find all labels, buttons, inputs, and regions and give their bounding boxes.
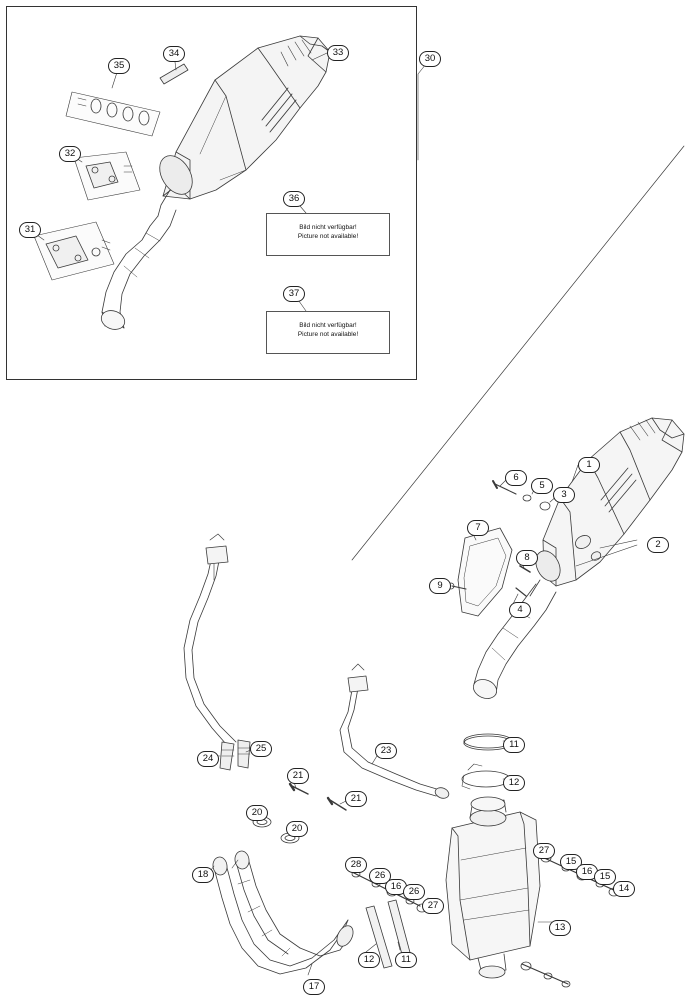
- callout-11-lower[interactable]: 11: [395, 952, 417, 968]
- callout-37[interactable]: 37: [283, 286, 305, 302]
- callout-20-b[interactable]: 20: [286, 821, 308, 837]
- callout-33[interactable]: 33: [327, 45, 349, 61]
- callout-12-lower[interactable]: 12: [358, 952, 380, 968]
- callout-27-left[interactable]: 27: [422, 898, 444, 914]
- callout-26-b[interactable]: 26: [403, 884, 425, 900]
- callout-26-a[interactable]: 26: [369, 868, 391, 884]
- callout-16-right[interactable]: 16: [576, 864, 598, 880]
- note-box-36: [266, 213, 390, 256]
- note-36-line2: Picture not available!: [297, 233, 359, 240]
- callout-28[interactable]: 28: [345, 857, 367, 873]
- callout-25[interactable]: 25: [250, 741, 272, 757]
- callout-27-right[interactable]: 27: [533, 843, 555, 859]
- callout-21-b[interactable]: 21: [345, 791, 367, 807]
- callout-23[interactable]: 23: [375, 743, 397, 759]
- callout-21-a[interactable]: 21: [287, 768, 309, 784]
- callout-35[interactable]: 35: [108, 58, 130, 74]
- callout-7[interactable]: 7: [467, 520, 489, 536]
- callout-8[interactable]: 8: [516, 550, 538, 566]
- callout-36[interactable]: 36: [283, 191, 305, 207]
- callout-11-upper[interactable]: 11: [503, 737, 525, 753]
- callout-3[interactable]: 3: [553, 487, 575, 503]
- callout-12-upper[interactable]: 12: [503, 775, 525, 791]
- callout-34[interactable]: 34: [163, 46, 185, 62]
- callout-31[interactable]: 31: [19, 222, 41, 238]
- callout-20-a[interactable]: 20: [246, 805, 268, 821]
- callout-14[interactable]: 14: [613, 881, 635, 897]
- callout-32[interactable]: 32: [59, 146, 81, 162]
- callout-17[interactable]: 17: [303, 979, 325, 995]
- callout-9[interactable]: 9: [429, 578, 451, 594]
- note-37-line2: Picture not available!: [297, 331, 359, 338]
- note-37-line1: Bild nicht verfügbar!: [299, 322, 357, 329]
- callout-5[interactable]: 5: [531, 478, 553, 494]
- callout-16-left[interactable]: 16: [385, 879, 407, 895]
- callout-1[interactable]: 1: [578, 457, 600, 473]
- callout-24[interactable]: 24: [197, 751, 219, 767]
- callout-15-a[interactable]: 15: [560, 854, 582, 870]
- callout-15-b[interactable]: 15: [594, 869, 616, 885]
- callout-6[interactable]: 6: [505, 470, 527, 486]
- callout-2[interactable]: 2: [647, 537, 669, 553]
- callout-30[interactable]: 30: [419, 51, 441, 67]
- note-box-37: [266, 311, 390, 354]
- callout-18[interactable]: 18: [192, 867, 214, 883]
- callout-4[interactable]: 4: [509, 602, 531, 618]
- note-36-line1: Bild nicht verfügbar!: [299, 224, 357, 231]
- callout-13[interactable]: 13: [549, 920, 571, 936]
